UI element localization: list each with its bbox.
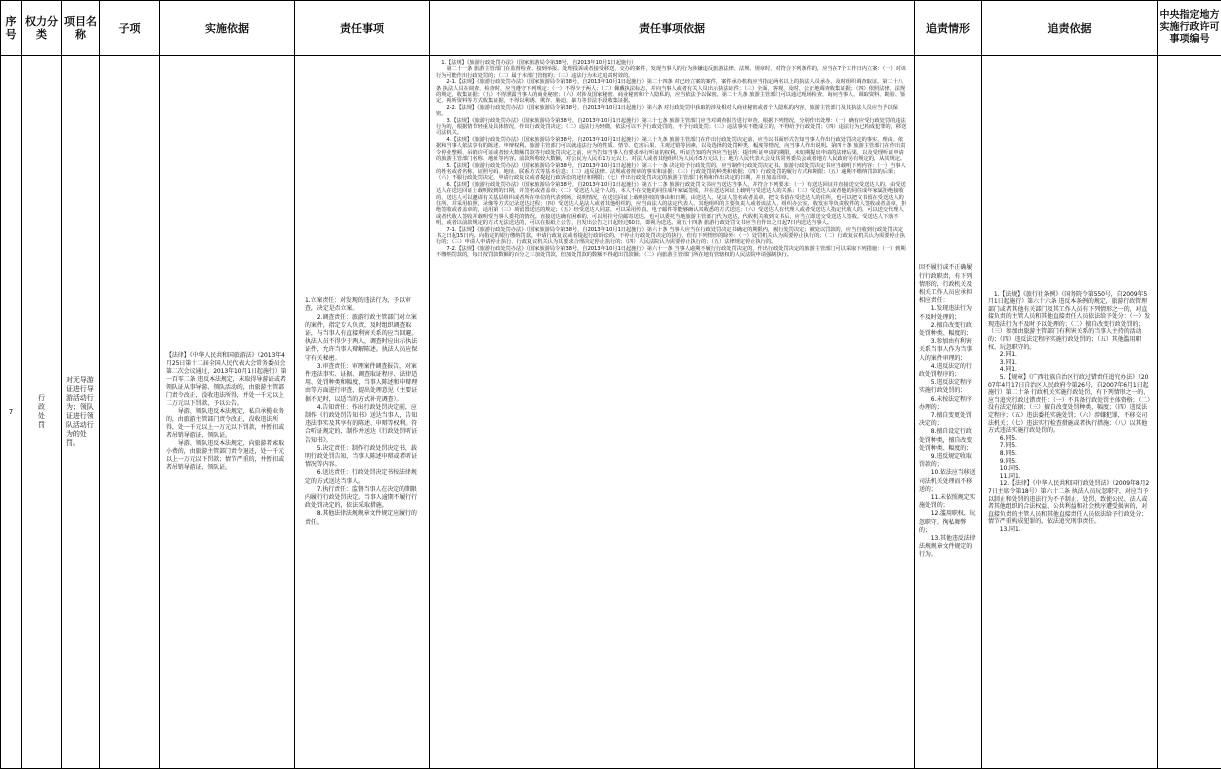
row-item-name [62, 56, 100, 769]
header-central-code: 中央指定地方实施行政许可事项编号 [1158, 1, 1221, 56]
header-basis: 实施依据 [160, 1, 295, 56]
row-sub-item [100, 56, 160, 769]
header-circumstance: 追责情形 [915, 1, 982, 56]
header-accountability-basis: 追责依据 [982, 1, 1158, 56]
row-item-name-text: 对无导游证进行导游活动行为；领队证进行领队活动行为的处罚。 [62, 374, 99, 450]
row-circumstance-text: 因不履行或不正确履行行政职责，有下列情形的，行政机关及相关工作人员应承担相应责任： 1.发现违法行为不及时处理的； 2.擅自改变行政处罚种类、幅度的； 3.参加由有利害关系当事人作为当事人的案件审理的； 4.违反法定的行政处罚程序的； 5.违反法定程序实施行政处罚的； 6.未按法定程序办理的； 7.擅自变更处罚决定的； 8.擅自设定行政处罚种类，擅自改变处罚种类、幅度的； 9.违反规定收取罚款的； 10.依法应当移送司法机关处理而不移送的； 11.未依照规定实施处罚的； 12.滥用职权、玩忽职守、徇私舞弊的； 13.其他违反法律法规规章文件规定的行为。 [915, 262, 981, 561]
table-row [1, 56, 1221, 769]
row-power-type-text: 行政处罚 [37, 394, 47, 430]
header-duty: 责任事项 [295, 1, 430, 56]
row-accountability-basis [982, 56, 1158, 769]
header-seq: 序号 [1, 1, 22, 56]
row-duty-text: 1.立案责任：对发现的违法行为，予以审查，决定是否立案。 2.调查责任：旅游行政主管部门对立案的案件，指定专人负责，及时组织调查取证，与当事人有直接利害关系的应当回避。执法人员不得少于两人，调查时应出示执法证件，允许当事人辩解陈述。执法人员应保守有关秘密。 3.审查责任：审理案件调查报告，对案件违法事实、证据、调查取证程序、法律适用、处罚种类和幅度、当事人陈述和申辩理由等方面进行审查，提出处理意见（主要证据不足时，以适当的方式补充调查）。 4.告知责任：作出行政处罚决定前，应制作《行政处罚告知书》送达当事人，告知违法事实及其享有的陈述、申辩等权利。符合听证规定的，制作并送达《行政处罚听证告知书》。 5.决定责任：制作行政处罚决定书，载明行政处罚告知、当事人陈述申辩或者听证情况等内容。 6.送达责任：行政处罚决定书按法律规定的方式送达当事人。 7.执行责任：监督当事人在决定的期限内履行行政处罚决定。当事人逾期不履行行政处罚决定的，依法采取措施。 8.其他法律法规规章文件规定应履行的责任。 [295, 295, 429, 529]
row-power-type [22, 56, 62, 769]
header-item-name: 项目名称 [62, 1, 100, 56]
row-circumstance [915, 56, 982, 769]
header-row [1, 1, 1221, 56]
row-seq-text: 7 [9, 408, 13, 416]
row-basis-text: 【法律】《中华人民共和国旅游法》（2013年4月25日第十二届全国人民代表大会常务委员会第二次会议通过，2013年10月1日起施行）第一百零二条 违反本法规定，未取得导游证或者领队证从事导游、领队活动的，由旅游主管部门责令改正，没收违法所得，并处一千元以上二万元以下罚款，予以公告。 导游、领队违反本法规定，私自承揽业务的，由旅游主管部门责令改正，没收违法所得，处一千元以上一万元以下罚款，并暂扣或者吊销导游证、领队证。 导游、领队违反本法规定，向旅游者索取小费的，由旅游主管部门责令退还，处一千元以上一万元以下罚款；情节严重的，并暂扣或者吊销导游证、领队证。 [160, 350, 294, 474]
row-accountability-basis-text: 1.【法规】《旅行社条例》（国务院令第550号，自2009年5月1日起施行）第六十六条 违反本条例的规定，旅游行政管理部门或者其他有关部门及其工作人员有下列情形之一的，对直接负责的主管人员和其他直接责任人员依法给予处分：（一）发现违法行为不及时予以处理的；（二）擅自改变行政处罚的；（三）参加由旅游主管部门有利害关系的当事人主持的活动的；（四）违反法定程序实施行政处罚的；（五）其他滥用职权、玩忽职守的。 2.同1. 3.同1. 4.同1. 5.【规章】《广西壮族自治区行政过错责任追究办法》（2007年4月17日自治区人民政府令第26号，自2007年6月1日起施行）第二十条 行政机关实施行政处罚，有下列情形之一的，应当追究行政过错责任：（一）不具备行政处罚主体资格；（二）没有法定依据；（三）擅自改变处罚种类、幅度；（四）违反法定程序；（五）违法委托实施处罚；（六）涉嫌犯罪，不移交司法机关；（七）违法实行检查措施或者执行措施；（八）以其他方式违法实施行政处罚的。 6.同5. 7.同5. 8.同5. 9.同5. 10.同5. 11.同1. 12.【法律】《中华人民共和国行政处罚法》（2009年8月27日主席令第18号）第六十二条 执法人员玩忽职守，对应当予以制止和处罚的违法行为不予制止、处罚，致使公民、法人或者其他组织的合法权益、公共利益和社会秩序遭受损害的，对直接负责的主管人员和其他直接责任人员依法给予行政处分；情节严重构成犯罪的，依法追究刑事责任。 13.同1. [982, 289, 1157, 536]
row-duty [295, 56, 430, 769]
row-central-code [1158, 56, 1221, 769]
row-sub-item-text [100, 410, 159, 414]
row-duty-basis-text: 1.【法规】《旅游行政处罚办法》（国家旅游局令第38号，自2013年10月1日起施行） 第二十一条 旅游主管部门在监督检查、接到举报、处理投诉或者接受移送、交办的案件，发现当事人的行为涉嫌违反旅游法律、法规、规章时，对符合下列条件的，应当在7个工作日内立案：（一）对该行为可能作出行政处罚的；（二）属于本部门管辖的；（三）违法行为未过追责时效的。 2-1.【法规】《旅游行政处罚办法》（国家旅游局令第38号，自2013年10月1日起施行）第二十四条 对已经立案的案件，案件承办机构应当指定两名以上的执法人员承办，及时组织调查取证。第二十八条 执法人员在调查、检查时，应当遵守下列规定：（一）不得少于两人；（二）佩戴执法标志，并向当事人或者有关人员出示执法证件；（三）全面、客观、及时、公正地调查收集证据；（四）依照法律、法规的规定，收集证据；（五）不得泄露当事人的商业秘密；（六）对涉及国家秘密、商业秘密和个人隐私的，应当依法予以保密。第二十九条 旅游主管部门可以通过现场检查、询问当事人、调取资料、勘验、鉴定、视听资料等方式收集证据，不得以利诱、欺诈、胁迫、暴力等非法手段收集证据。 2-2.【法规】《旅游行政处罚办法》（国家旅游局令第38号，自2013年10月1日起施行）第六条 对行政处罚中获取的涉及相对人商业秘密或者个人隐私的内容，旅游主管部门及其执法人员应当予以保密。 3.【法规】《旅游行政处罚办法》（国家旅游局令第38号，自2013年10月1日起施行）第三十七条 旅游主管部门应当对调查报告进行审查，根据下列情况，分别作出处理：（一）确有应受行政处罚的违法行为的，根据情节轻重及具体情况，作出行政处罚决定；（二）违法行为轻微，依法可以不予行政处罚的，不予行政处罚；（三）违法事实不能成立的，不得给予行政处罚；（四）违法行为已构成犯罪的，移送司法机关。 4.【法规】《旅游行政处罚办法》（国家旅游局令第38号，自2013年10月1日起施行）第三十九条 旅游主管部门在作出行政处罚决定前，应当以书面形式告知当事人作出行政处罚决定的事实、理由、依据和当事人依法享有的陈述、申辩权利。旅游主管部门可以就违法行为的性质、情节、危害后果、主观过错等因素，以及选择的处罚种类、幅度等情况，向当事人作出说明。第四十条 旅游主管部门在作出责令停业整顿、吊销许可证或者较大数额罚款等行政处罚决定之前，应当告知当事人有要求举行听证的权利。听证告知的内容应当包括：提出听证申请的期限，未如期提出申请的法律后果，以及受理听证申请的旅游主管部门名称、地址等内容。前款所称较大数额，对公民为人民币1万元以上、对法人或者其他组织为人民币5万元以上；地方人民代表大会及其常务委员会或者地方人民政府另有规定的，从其规定。 5.【法规】《旅游行政处罚办法》（国家旅游局令第38号，自2013年10月1日起施行）第三十一条 决定给予行政处罚的，应当制作行政处罚决定书。旅游行政处罚决定书应当载明下列内容：（一）当事人的姓名或者名称、证照号码、地址、联系方式等基本信息；（二）违反法律、法规或者规章的事实和证据；（三）行政处罚的种类和依据；（四）行政处罚的履行方式和期限；（五）逾期不缴纳罚款的后果；（六）不服行政处罚决定，申请行政复议或者提起行政诉讼的途径和期限；（七）作出行政处罚决定的旅游主管部门名称和作出决定的日期，并且加盖印章。 6.【法规】《旅游行政处罚办法》（国家旅游局令第38号，自2013年10月1日起施行）第五十二条 旅游行政处罚文书应当送达当事人，并符合下列要求：（一）有送达回证并直接送交受送达人的，由受送达人在送达回证上载明收到的日期，并签名或者盖章；（二）受送达人是个人的，本人不在交他的同住成年家属签收，并在送达回证上载明与受送达人的关系；（三）受送达人或者他的同住成年家属拒绝接收的，送达人可以邀请有关基层组织或者所在单位的代表到场，说明情况，在送达回证上载明拒收的事由和日期，由送达人、见证人签名或者盖章，把文书留在受送达人的住所，也可以把文书留在受送达人的住所，并采用拍照、录像等方式记录送达过程；（四）受送达人是法人或者其他组织的，应当由法人的法定代表人、其他组织的主要负责人或者该法人、组织办公室、收发室等负责收件的人签收或者盖章，拒绝签收或者盖章的，适用第（三）项留置送达的规定；（五）经受送达人同意，可以采用传真、电子邮件等能够确认其收悉的方式送达；（六）受送达人有代理人或者受送达人指定代收人的，可以送交代理人或者代收人签收并载明受当事人委托的情况。直接送达确有困难的，可以用挂号信邮寄送达，也可以委托当地旅游主管部门代为送达，代收机关收到文书后，应当立即送交受送达人签收。受送达人下落不明，或者以前款规定的方式无法送达的，可以在报纸上公告，自发出公告之日起经过60日，即视为送达。第五十四条 旅游行政处罚文书应当自作出之日起7日内送达当事人。 7-1.【法规】《旅游行政处罚办法》（国家旅游局令第38号，自2013年10月1日起施行）第六十条 当事人应当在行政处罚决定书确定的期限内，履行处罚决定；被处以罚款的，应当自收到行政处罚决定书之日起15日内，向指定的银行缴纳罚款。申请行政复议或者提起行政诉讼的，不停止行政处罚决定的执行，但有下列情形的除外：（一）处罚机关认为需要停止执行的；（二）行政复议机关认为需要停止执行的；（三）申请人申请停止执行，行政复议机关认为其要求合理决定停止执行的；（四）人民法院认为需要停止执行的；（五）法律规定停止执行的。 7-2.【法规】《旅游行政处罚办法》（国家旅游局令第38号，自2013年10月1日起施行）第六十一条 当事人逾期不履行行政处罚决定的，作出行政处罚决定的旅游主管部门可以采取下列措施：（一）到期不缴纳罚款的，每日按罚款数额的百分之三加处罚款，但加处罚款的数额不得超出罚款额；（二）向旅游主管部门所在地有管辖权的人民法院申请强制执行。 [430, 56, 914, 263]
header-sub-item: 子项 [100, 1, 160, 56]
row-duty-basis [430, 56, 915, 769]
row-central-code-text [1158, 410, 1221, 414]
row-basis [160, 56, 295, 769]
header-duty-basis: 责任事项依据 [430, 1, 915, 56]
header-power-type: 权力分类 [22, 1, 62, 56]
row-seq [1, 56, 22, 769]
